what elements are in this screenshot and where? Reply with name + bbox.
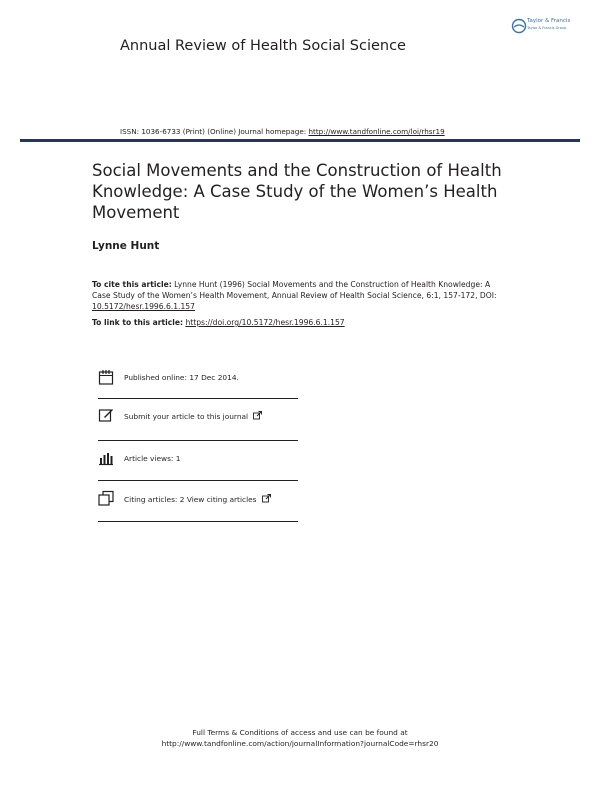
doi-link[interactable]: 10.5172/hesr.1996.6.1.157 — [92, 302, 195, 311]
header-rule — [20, 139, 580, 142]
citation-label: To cite this article: — [92, 280, 172, 289]
publisher-logo-subtext: Taylor & Francis Group — [527, 26, 567, 30]
published-row — [98, 369, 298, 409]
footer-terms-url[interactable]: http://www.tandfonline.com/action/journalInformation?journalCode=rhsr20 — [161, 739, 439, 748]
issn-text: ISSN: 1036-6733 (Print) (Online) Journal homepage: — [120, 127, 309, 136]
citation-text: Lynne Hunt (1996) Social Movements and the Construction of Health Knowledge: A Case Study of the Women’s Health Movement, Annual Review of Health Social Science, 6:1, 157-172, DOI: — [92, 280, 497, 300]
footer-terms: Full Terms & Conditions of access and use can be found at — [192, 728, 408, 737]
views-row — [98, 450, 298, 490]
citing-articles-text[interactable]: Citing articles: 2 View citing articles — [124, 495, 257, 504]
citation-block — [92, 279, 502, 312]
citing-articles-icon — [98, 490, 114, 506]
edit-icon — [98, 407, 114, 423]
divider — [98, 398, 298, 399]
journal-title: Annual Review of Health Social Science — [120, 38, 406, 54]
divider — [98, 521, 298, 522]
bar-chart-icon — [98, 450, 114, 466]
divider — [98, 480, 298, 481]
external-link-icon — [262, 494, 271, 503]
divider — [98, 440, 298, 441]
journal-homepage-link[interactable]: http://www.tandfonline.com/loi/rhsr19 — [308, 127, 445, 136]
article-author: Lynne Hunt — [92, 240, 160, 252]
calendar-icon — [98, 369, 114, 385]
publisher-logo-text: Taylor & Francis — [527, 18, 571, 24]
article-title: Social Movements and the Construction of Health Knowledge: A Case Study of the Women’s Health Movement — [92, 161, 502, 222]
citing-articles-link[interactable] — [124, 494, 271, 504]
submit-article-text[interactable]: Submit your article to this journal — [124, 412, 249, 421]
article-views: Article views: 1 — [124, 454, 181, 463]
external-link-icon — [253, 411, 262, 420]
submit-article-link[interactable] — [124, 411, 262, 421]
article-link-line — [92, 318, 345, 327]
article-link-url[interactable]: https://doi.org/10.5172/hesr.1996.6.1.157 — [185, 318, 345, 327]
published-date: Published online: 17 Dec 2014. — [124, 373, 239, 382]
citing-row[interactable] — [98, 490, 298, 530]
article-link-label: To link to this article: — [92, 318, 184, 327]
issn-line — [120, 127, 445, 136]
